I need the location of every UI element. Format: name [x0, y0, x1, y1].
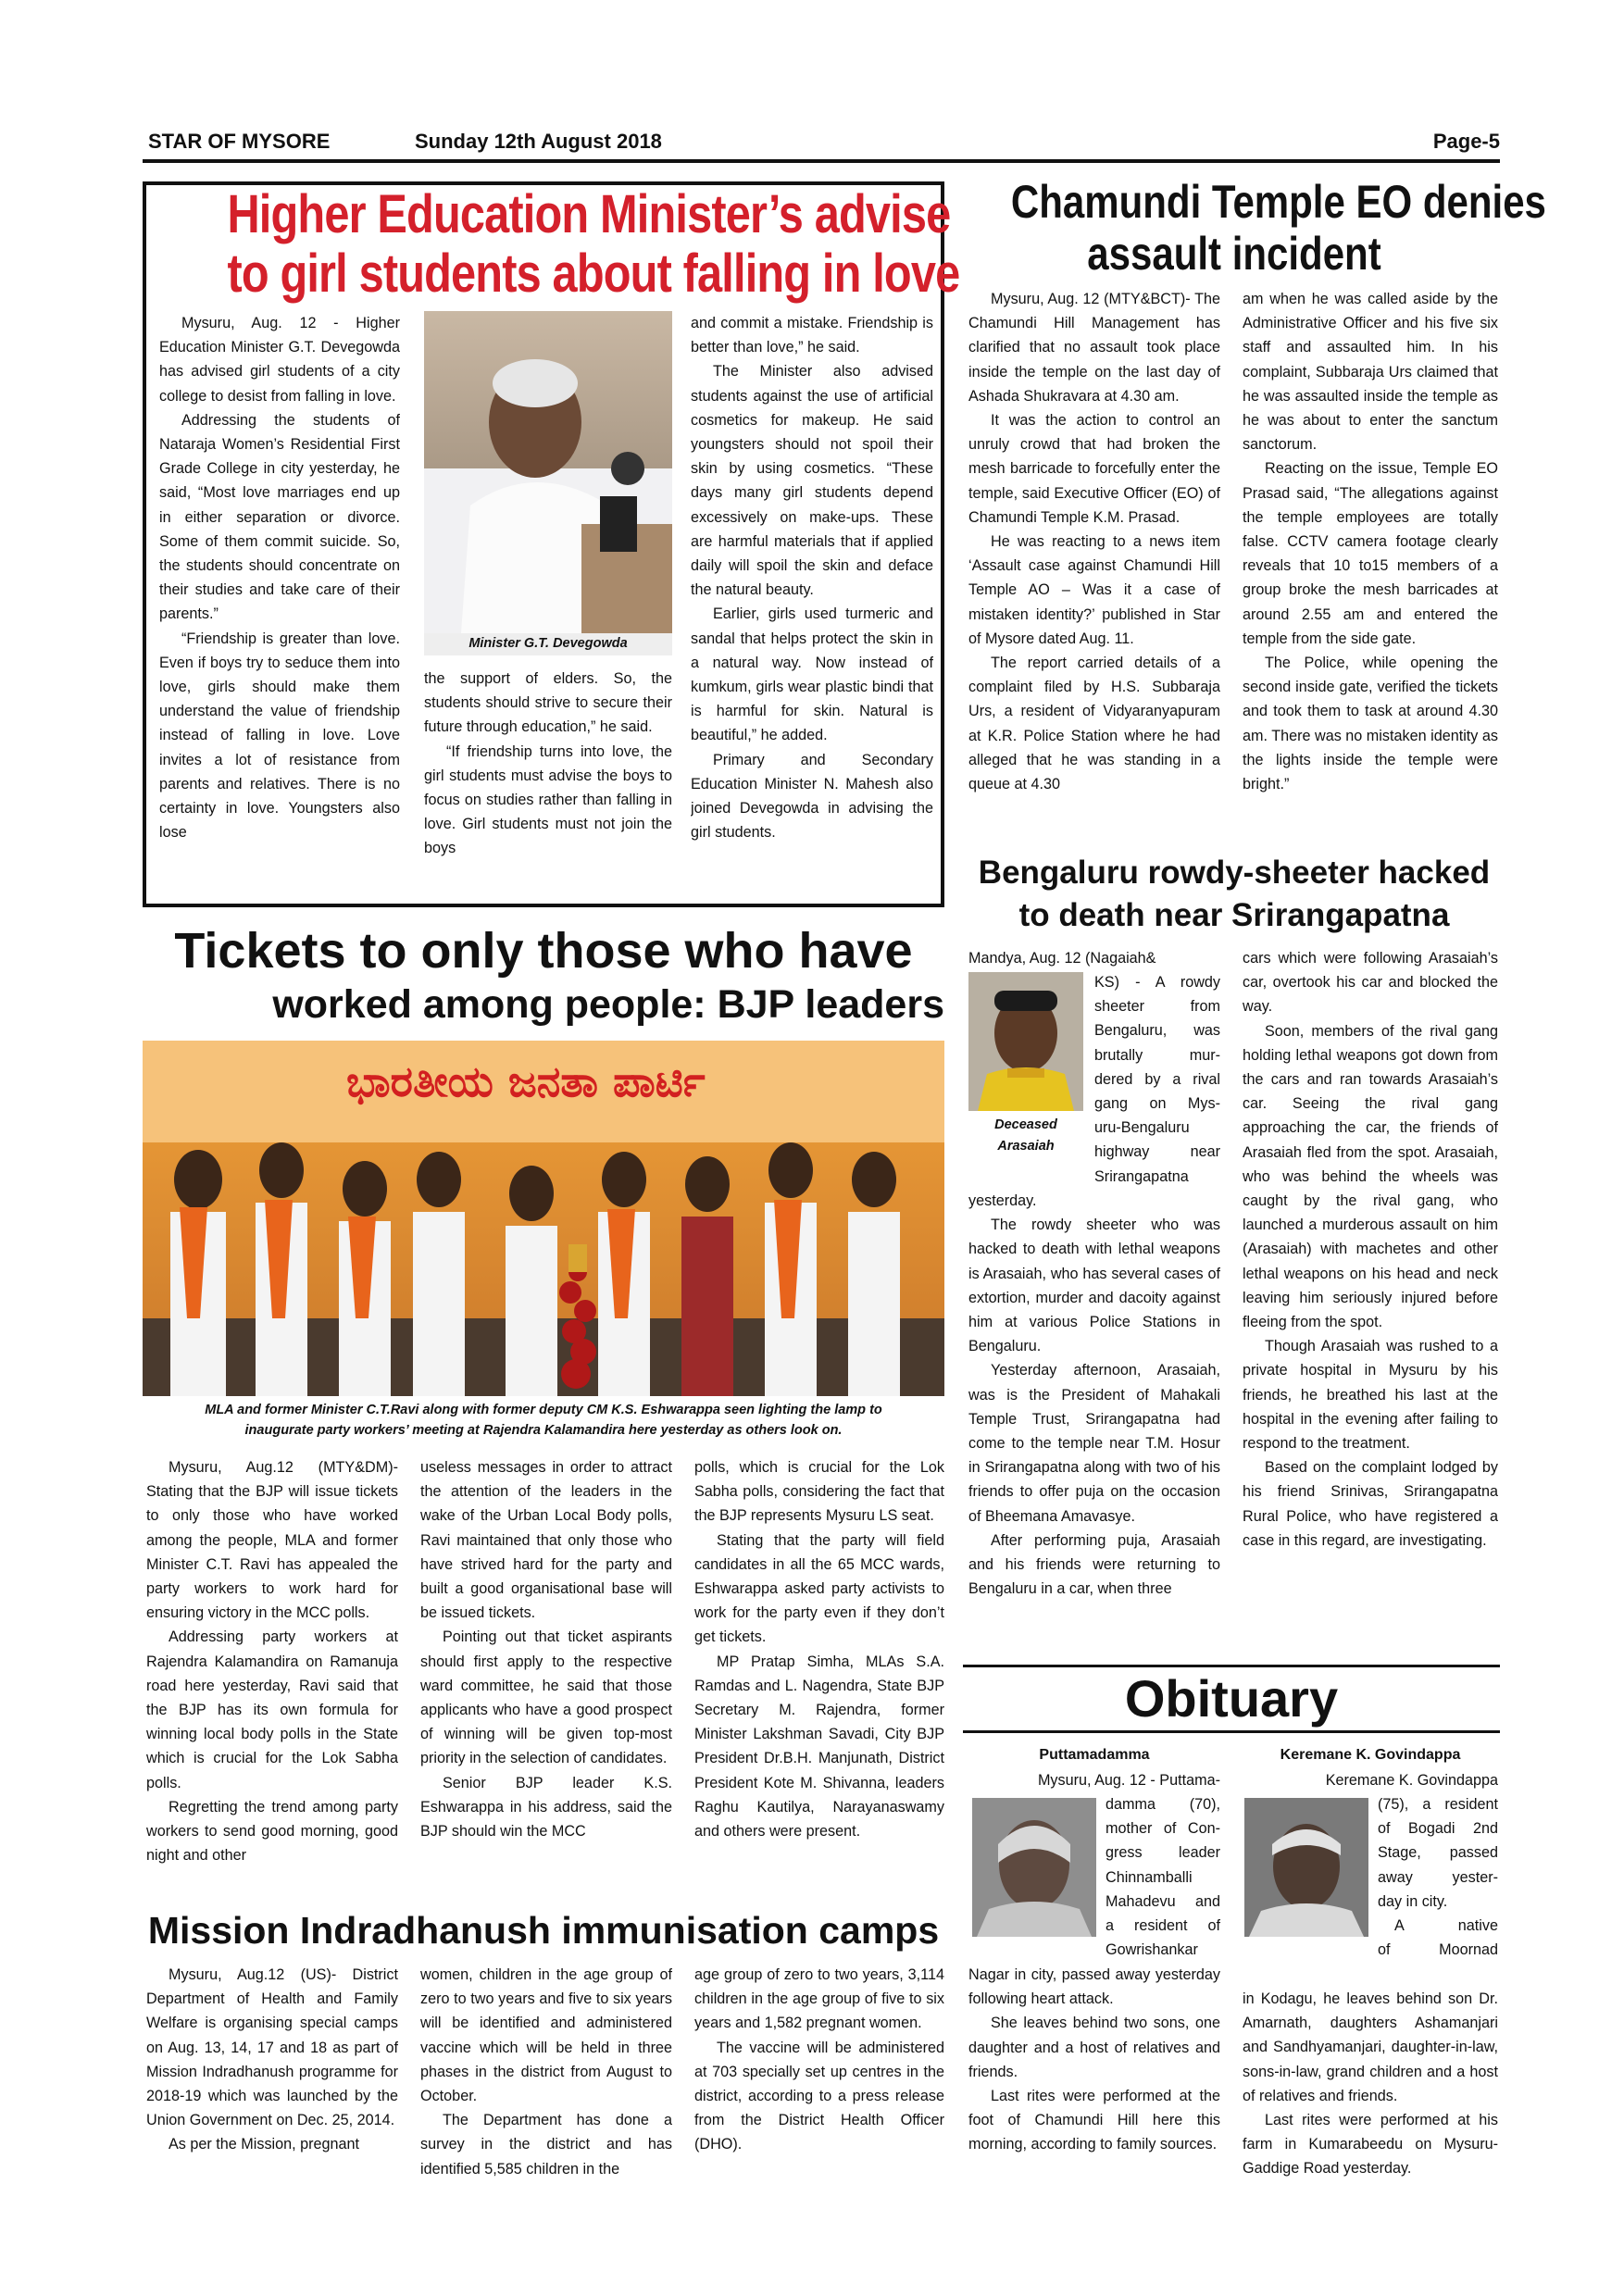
minister-photo — [424, 311, 672, 633]
minister-col-1: Mysuru, Aug. 12 - Higher Education Minister G.T. Devegowda has advised girl students of a city college to desist from falling in love. Addressing the students of Nataraja Women’s Residential First Grade College in city yesterday, he said, “Most love marriages end up in either separation or divorce. Some of them commit suicide. So, the students should concentrate on their studies and take care of their parents.” “Friendship is greater than love. Even if boys try to seduce them into love, girls should make them understand the value of friendship instead of falling in love. Love invites a lot of resistance from parents and relatives. There is no certainty in love. Youngsters also lose — [159, 315, 400, 842]
bjp-col-3: polls, which is crucial for the Lok Sabha polls, considering the fact that the BJP represents Mysuru LS seat. Stating that the party will field candidates in all the 65 MCC wards, Eshwarappa asked party activists to work for the party even if they don’t get tickets. MP Pratap Simha, MLAs S.A. Ramdas and L. Nagendra, State BJP Secretary M. Rajendra, former Minister Lakshman Savadi, City BJP President Dr.B.H. Manjunath, District President Kote M. Shivanna, leaders Raghu Kautilya, Narayanaswamy and others were present. — [694, 1459, 944, 1841]
bjp-banner-text: ಭಾರತೀಯ ಜನತಾ ಪಾರ್ಟಿ — [346, 1056, 706, 1106]
rowdy-lead-line: sheeter from — [1094, 998, 1220, 1016]
obit-left-lead-line: mother of Con- — [1106, 1820, 1220, 1838]
obit-left-lead-line: Chinnamballi — [1106, 1868, 1193, 1886]
deceased-photo-art — [968, 972, 1083, 1111]
bjp-headline-2: worked among people: BJP leaders — [272, 982, 944, 1027]
rowdy-lead-line: Srirangapatna — [1094, 1167, 1189, 1185]
mission-headline: Mission Indradhanush immunisation camps — [147, 1909, 940, 1952]
rowdy-lead-line: brutally mur- — [1094, 1046, 1220, 1064]
obit-left-lead-line: Mahadevu and — [1106, 1892, 1220, 1910]
obit-right-lead-line: (75), a resident — [1378, 1796, 1498, 1813]
obit-left-body: Nagar in city, passed away yesterday following heart attack. She leaves behind two sons, one daughter and a host of relatives and friends. Last rites were performed at the foot of Chamundi Hill here this morning, according to family sources. — [968, 1966, 1220, 2153]
obit-right-body: in Kodagu, he leaves behind son Dr. Amarnath, daughters Ashamanjari and Sandhyamanjari, daughter-in-law, sons-in-law, grand children and a host of relatives and friends. Last rites were performed at his farm in Kumarabeedu on Mysuru-Gaddige Road yesterday. — [1243, 1990, 1498, 2177]
masthead-rule — [143, 159, 1500, 163]
temple-headline-1: Chamundi Temple EO denies — [1010, 176, 1546, 228]
rowdy-lead-line: highway near — [1094, 1143, 1220, 1161]
obit-left-name: Puttamadamma — [1039, 1747, 1150, 1763]
obit-right-photo-art — [1244, 1798, 1368, 1937]
temple-col-2: am when he was called aside by the Administrative Officer and his five six staff and assaulted him. In his complaint, Subbaraja Urs claimed that he was assaulted inside the temple as he was about to enter the sanctum sanctorum. Reacting on the issue, Temple EO Prasad said, “The allegations against the temple employees are totally false. CCTV camera footage clearly reveals that 10 to15 members of a group broke the mesh barricades at around 2.55 am and entered the temple from the side gate. The Police, while opening the second inside gate, verified the tickets and took them to task at around 4.30 am. There was no mistaken identity as the lights inside the temple were bright.” — [1243, 291, 1498, 793]
rowdy-col-1: yesterday. The rowdy sheeter who was hacked to death with lethal weapons is Arasaiah, who has several cases of extortion, murder and dacoity against him at various Police Stations in Bengaluru. Yesterday afternoon, Arasaiah, was is the President of Mahakali Temple Trust, Srirangapatna had come to the temple near T.M. Hosur in Srirangapatna along with two of his friends to offer puja on the occasion of Bheemana Amavasye. After performing puja, Arasaiah and his friends were returning to Bengaluru in a car, when three — [968, 1192, 1220, 1598]
rowdy-headline-1: Bengaluru rowdy-sheeter hacked — [978, 855, 1491, 891]
mission-col-3: age group of zero to two years, 3,114 children in the age group of five to six years and 1,582 pregnant women. The vaccine will be administered at 703 specially set up centres in the district, according to a press release from the District Health Officer (DHO). — [694, 1966, 944, 2153]
obit-right-lead-wrap — [1378, 1792, 1498, 1962]
obit-left-lead-wrap — [1106, 1792, 1220, 1962]
minister-col-2: the support of elders. So, the students should strive to secure their future through education,” he said. “If friendship turns into love, the girl students must advise the boys to focus on studies rather than falling in love. Girl students must not join the boys — [424, 670, 672, 857]
obit-left-lead-line: gress leader — [1106, 1844, 1220, 1862]
mission-col-1: Mysuru, Aug.12 (US)- District Department of Health and Family Welfare is organising special camps on Aug. 13, 14, 17 and 18 as part of Mission Indradhanush programme for 2018-19 which was launched by the Union Government on Dec. 25, 2014. As per the Mission, pregnant — [146, 1966, 398, 2153]
rowdy-lead-line-1: Mandya, Aug. 12 (Nagaiah& — [968, 950, 1156, 967]
minister-headline-2: to girl students about falling in love — [227, 243, 960, 304]
rowdy-lead-line: dered by a rival — [1094, 1070, 1220, 1088]
minister-photo-caption: Minister G.T. Devegowda — [424, 633, 672, 655]
bjp-photo-caption — [143, 1400, 944, 1444]
rowdy-headline-2: to death near Srirangapatna — [1018, 897, 1450, 933]
obit-right-lead-line: A native — [1394, 1917, 1498, 1935]
obit-right-photo — [1244, 1798, 1368, 1937]
obituary-title: Obituary — [1124, 1669, 1339, 1728]
bjp-event-photo — [143, 1041, 944, 1396]
obit-left-photo-art — [972, 1798, 1096, 1937]
bjp-col-1: Mysuru, Aug.12 (MTY&DM)- Stating that the BJP will issue tickets to only those who have worked among the people, MLA and former Minister C.T. Ravi has appealed the party workers to work hard for ensuring victory in the MCC polls. Addressing party workers at Rajendra Kalamandira on Ramanuja road here yesterday, Ravi said that the BJP has its own formula for winning local body polls in the State which is crucial for the Lok Sabha polls. Regretting the trend among party workers to send good morning, good night and other — [146, 1459, 398, 1865]
minister-headline-1: Higher Education Minister’s advise — [227, 184, 951, 244]
deceased-caption — [968, 1115, 1083, 1157]
mission-col-2: women, children in the age group of zero to two years and five to six years will be identified and administered vaccine which will be held in three phases in the district from August to October. The Department has done a survey in the district and has identified 5,585 children in the — [420, 1966, 672, 2177]
obit-right-lead-line: of Moornad — [1378, 1941, 1498, 1959]
page-number: Page-5 — [1432, 130, 1500, 153]
obit-left-photo — [972, 1798, 1096, 1937]
rowdy-lead-line: Bengaluru, was — [1094, 1022, 1220, 1040]
paper-name: STAR OF MYSORE — [148, 130, 331, 153]
obit-right-name: Keremane K. Govindappa — [1280, 1747, 1461, 1763]
rowdy-lead-line: KS) - A rowdy — [1094, 974, 1220, 991]
rowdy-col-2: cars which were following Arasaiah’s car, overtook his car and blocked the way. Soon, members of the rival gang holding lethal weapons got down from the cars and ran towards Arasaiah’s car. Seeing the rival gang approaching the car, the friends of Arasaiah fled from the spot. Arasaiah, who was behind the wheels was caught by the rival gang, who launched a murderous assault on him (Arasaiah) with machetes and other lethal weapons on his head and neck leaving him seriously injured before fleeing from the spot. Though Arasaiah was rushed to a private hospital in Mysuru by his friends, he breathed his last at the hospital in the evening after failing to respond to the treatment. Based on the complaint lodged by his friend Srinivas, Srirangapatna Rural Police, who have registered a case in this regard, are investigating. — [1243, 950, 1498, 1549]
issue-date: Sunday 12th August 2018 — [415, 130, 662, 153]
obit-right-lead-1: Keremane K. Govindappa — [1325, 1772, 1498, 1789]
obit-left-lead-line: a resident of — [1106, 1917, 1220, 1935]
deceased-caption-1: Deceased — [994, 1117, 1057, 1132]
deceased-photo — [968, 972, 1083, 1111]
rowdy-lead-wrap — [1094, 970, 1220, 1189]
obit-left-lead-line: damma (70), — [1106, 1796, 1220, 1813]
minister-photo-art — [424, 311, 672, 633]
deceased-caption-2: Arasaiah — [997, 1139, 1055, 1154]
obit-right-lead-line: away yester- — [1378, 1868, 1498, 1886]
temple-col-1: Mysuru, Aug. 12 (MTY&BCT)- The Chamundi Hill Management has clarified that no assault took place inside the temple on the last day of Ashada Shukravara at 4.30 am. It was the action to control an unruly crowd that had broken the mesh barricade to forcefully enter the temple, said Executive Officer (EO) of Chamundi Temple K.M. Prasad. He was reacting to a news item ‘Assault case against Chamundi Hill Temple AO – Was it a case of mistaken identity?’ published in Star of Mysore dated Aug. 11. The report carried details of a complaint filed by H.S. Subbaraja Urs, a resident of Vidyaranyapuram at K.R. Police Station where he had alleged that he was standing in a queue at 4.30 — [968, 291, 1220, 793]
minister-col-3: and commit a mistake. Friendship is better than love,” he said. The Minister also advised students against the use of artificial cosmetics for makeup. He said youngsters should not spoil their skin by using cosmetics. “These days many girl students depend excessively on make-ups. These are harmful materials that if applied daily will spoil the skin and deface the natural beauty. Earlier, girls used turmeric and sandal that helps protect the skin in a natural way. Now instead of kumkum, girls wear plastic bindi that is harmful for skin. Natural is beautiful,” he added. Primary and Secondary Education Minister N. Mahesh also joined Devegowda in advising the girl students. — [691, 315, 933, 842]
rowdy-lead-line: gang on Mys- — [1094, 1095, 1220, 1113]
obit-left-lead-1: Mysuru, Aug. 12 - Puttama- — [1037, 1772, 1220, 1789]
obit-right-lead-line: day in city. — [1378, 1892, 1448, 1910]
bjp-caption-line-2: inaugurate party workers’ meeting at Rajendra Kalamandira here yesterday as others look on. — [244, 1423, 843, 1438]
temple-headline-2: assault incident — [1087, 228, 1381, 280]
bjp-headline-1: Tickets to only those who have — [174, 923, 913, 979]
obit-left-lead-line: Gowrishankar — [1106, 1941, 1198, 1959]
rowdy-lead-line: uru-Bengaluru — [1094, 1119, 1190, 1137]
obit-right-lead-line: Stage, passed — [1378, 1844, 1498, 1862]
bjp-col-2: useless messages in order to attract the attention of the leaders in the wake of the Urban Local Body polls, Ravi maintained that only those who have strived hard for the party and built a good organisational base will be issued tickets. Pointing out that ticket aspirants should first apply to the respective ward committee, he said that those applicants who have a good prospect of winning will be given top-most priority in the selection of candidates. Senior BJP leader K.S. Eshwarappa in his address, said the BJP should win the MCC — [420, 1459, 672, 1841]
obit-right-lead-line: of Bogadi 2nd — [1378, 1820, 1498, 1838]
bjp-event-photo-art — [143, 1041, 944, 1396]
bjp-caption-line-1: MLA and former Minister C.T.Ravi along with former deputy CM K.S. Eshwarappa seen lighting the lamp to — [205, 1403, 882, 1417]
